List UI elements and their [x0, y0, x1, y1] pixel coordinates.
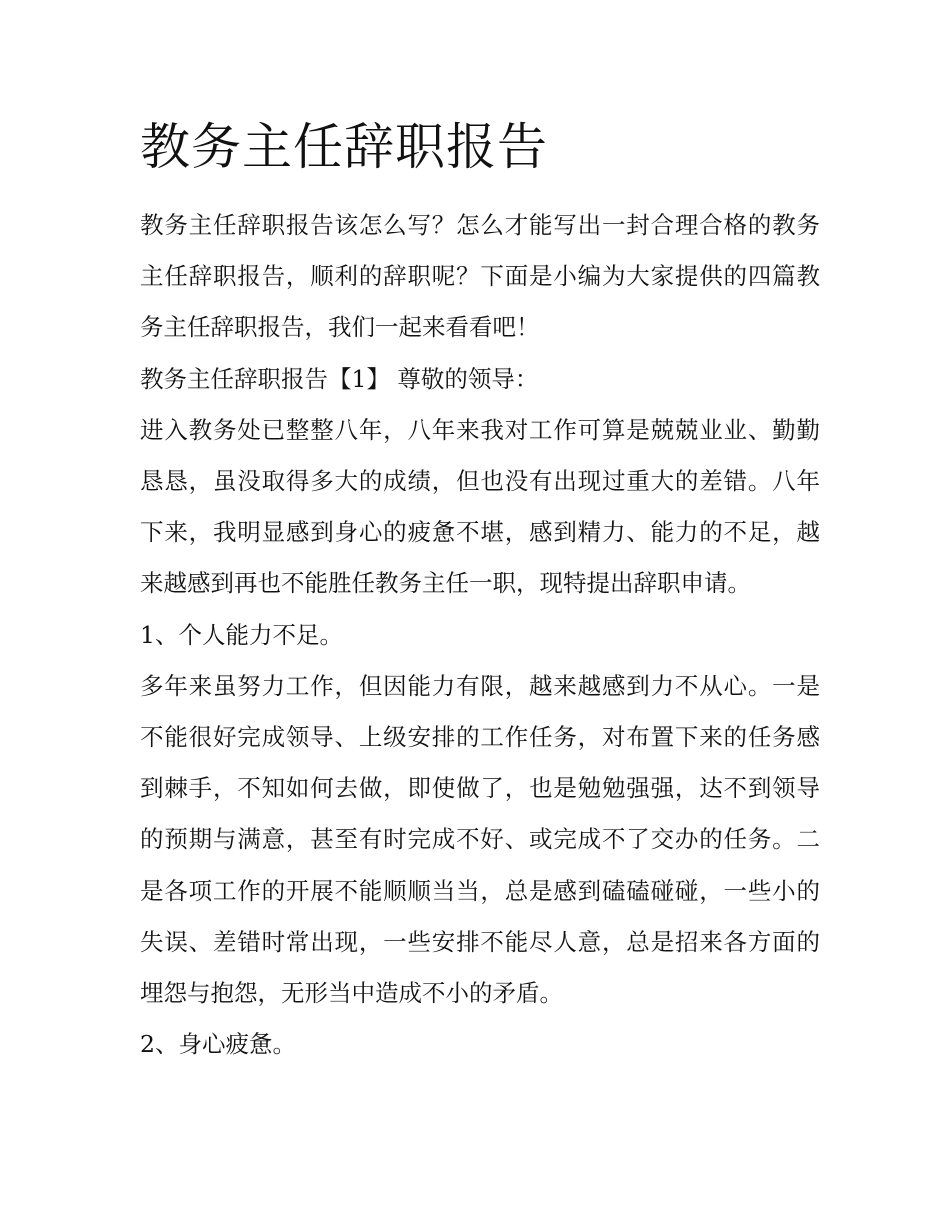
body-paragraph: 多年来虽努力工作，但因能力有限，越来越感到力不从心。一是不能很好完成领导、上级安排的工作任务，对布置下来的任务感到棘手，不知如何去做，即使做了，也是勉勉强强，达不到领导的预期与满意，甚至有时完成不好、或完成不了交办的任务。二是各项工作的开展不能顺顺当当，总是感到磕磕碰碰，一些小的失误、差错时常出现，一些安排不能尽人意，总是招来各方面的埋怨与抱怨，无形当中造成不小的矛盾。	[140, 671, 820, 1008]
intro-paragraph: 教务主任辞职报告该怎么写？怎么才能写出一封合理合格的教务主任辞职报告，顺利的辞职呢？下面是小编为大家提供的四篇教务主任辞职报告，我们一起来看看吧！	[140, 211, 820, 342]
body-paragraph: 进入教务处已整整八年，八年来我对工作可算是兢兢业业、勤勤恳恳，虽没取得多大的成绩，但也没有出现过重大的差错。八年下来，我明显感到身心的疲惫不堪，感到精力、能力的不足，越来越感到再也不能胜任教务主任一职，现特提出辞职申请。	[140, 415, 820, 598]
section-heading-1: 教务主任辞职报告【1】 尊敬的领导：	[140, 364, 539, 393]
document-title: 教务主任辞职报告	[140, 118, 548, 176]
document-body	[140, 200, 820, 1070]
point-heading-2: 2、身心疲惫。	[140, 1030, 296, 1059]
point-heading-1: 1、个人能力不足。	[140, 620, 343, 649]
